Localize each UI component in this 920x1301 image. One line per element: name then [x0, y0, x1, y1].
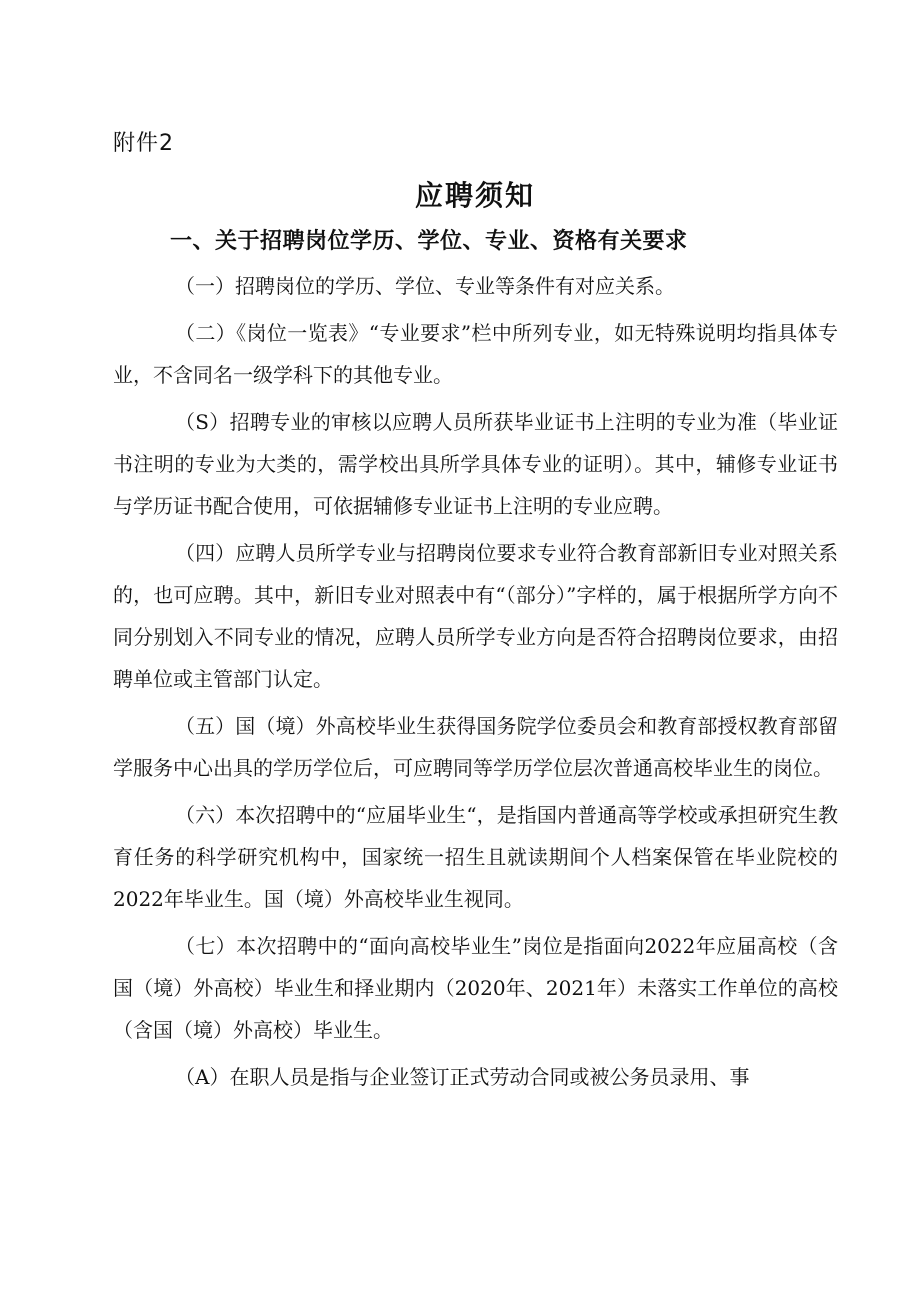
document-body — [113, 265, 838, 1103]
page-title: 应聘须知 — [414, 179, 535, 212]
paragraph: （七）本次招聘中的“面向高校毕业生”岗位是指面向2022年应届高校（含国（境）外高校）毕业生和择业期内（2020年、2021年）未落实工作单位的高校（含国（境）外高校）毕业生。 — [113, 934, 838, 1042]
paragraph: （一）招聘岗位的学历、学位、专业等条件有对应关系。 — [175, 274, 675, 298]
paragraph: （四）应聘人员所学专业与招聘岗位要求专业符合教育部新旧专业对照关系的，也可应聘。其中，新旧专业对照表中有“（部分）”字样的，属于根据所学方向不同分别划入不同专业的情况，应聘人员所学专业方向是否符合招聘岗位要求，由招聘单位或主管部门认定。 — [113, 541, 838, 691]
section-heading: 一、关于招聘岗位学历、学位、专业、资格有关要求 — [170, 229, 688, 254]
paragraph: （A）在职人员是指与企业签订正式劳动合同或被公务员录用、事 — [175, 1065, 750, 1089]
paragraph: （五）国（境）外高校毕业生获得国务院学位委员会和教育部授权教育部留学服务中心出具的学历学位后，可应聘同等学历学位层次普通高校毕业生的岗位。 — [113, 714, 838, 780]
attachment-label: 附件2 — [113, 131, 174, 156]
paragraph: （S）招聘专业的审核以应聘人员所获毕业证书上注明的专业为准（毕业证书注明的专业为大类的，需学校出具所学具体专业的证明）。其中，辅修专业证书与学历证书配合使用，可依据辅修专业证书上注明的专业应聘。 — [113, 410, 838, 518]
paragraph: （六）本次招聘中的“应届毕业生“，是指国内普通高等学校或承担研究生教育任务的科学研究机构中，国家统一招生且就读期间个人档案保管在毕业院校的2022年毕业生。国（境）外高校毕业生视同。 — [113, 803, 838, 911]
paragraph: （二）《岗位一览表》“专业要求”栏中所列专业，如无特殊说明均指具体专业，不含同名一级学科下的其他专业。 — [113, 321, 838, 387]
